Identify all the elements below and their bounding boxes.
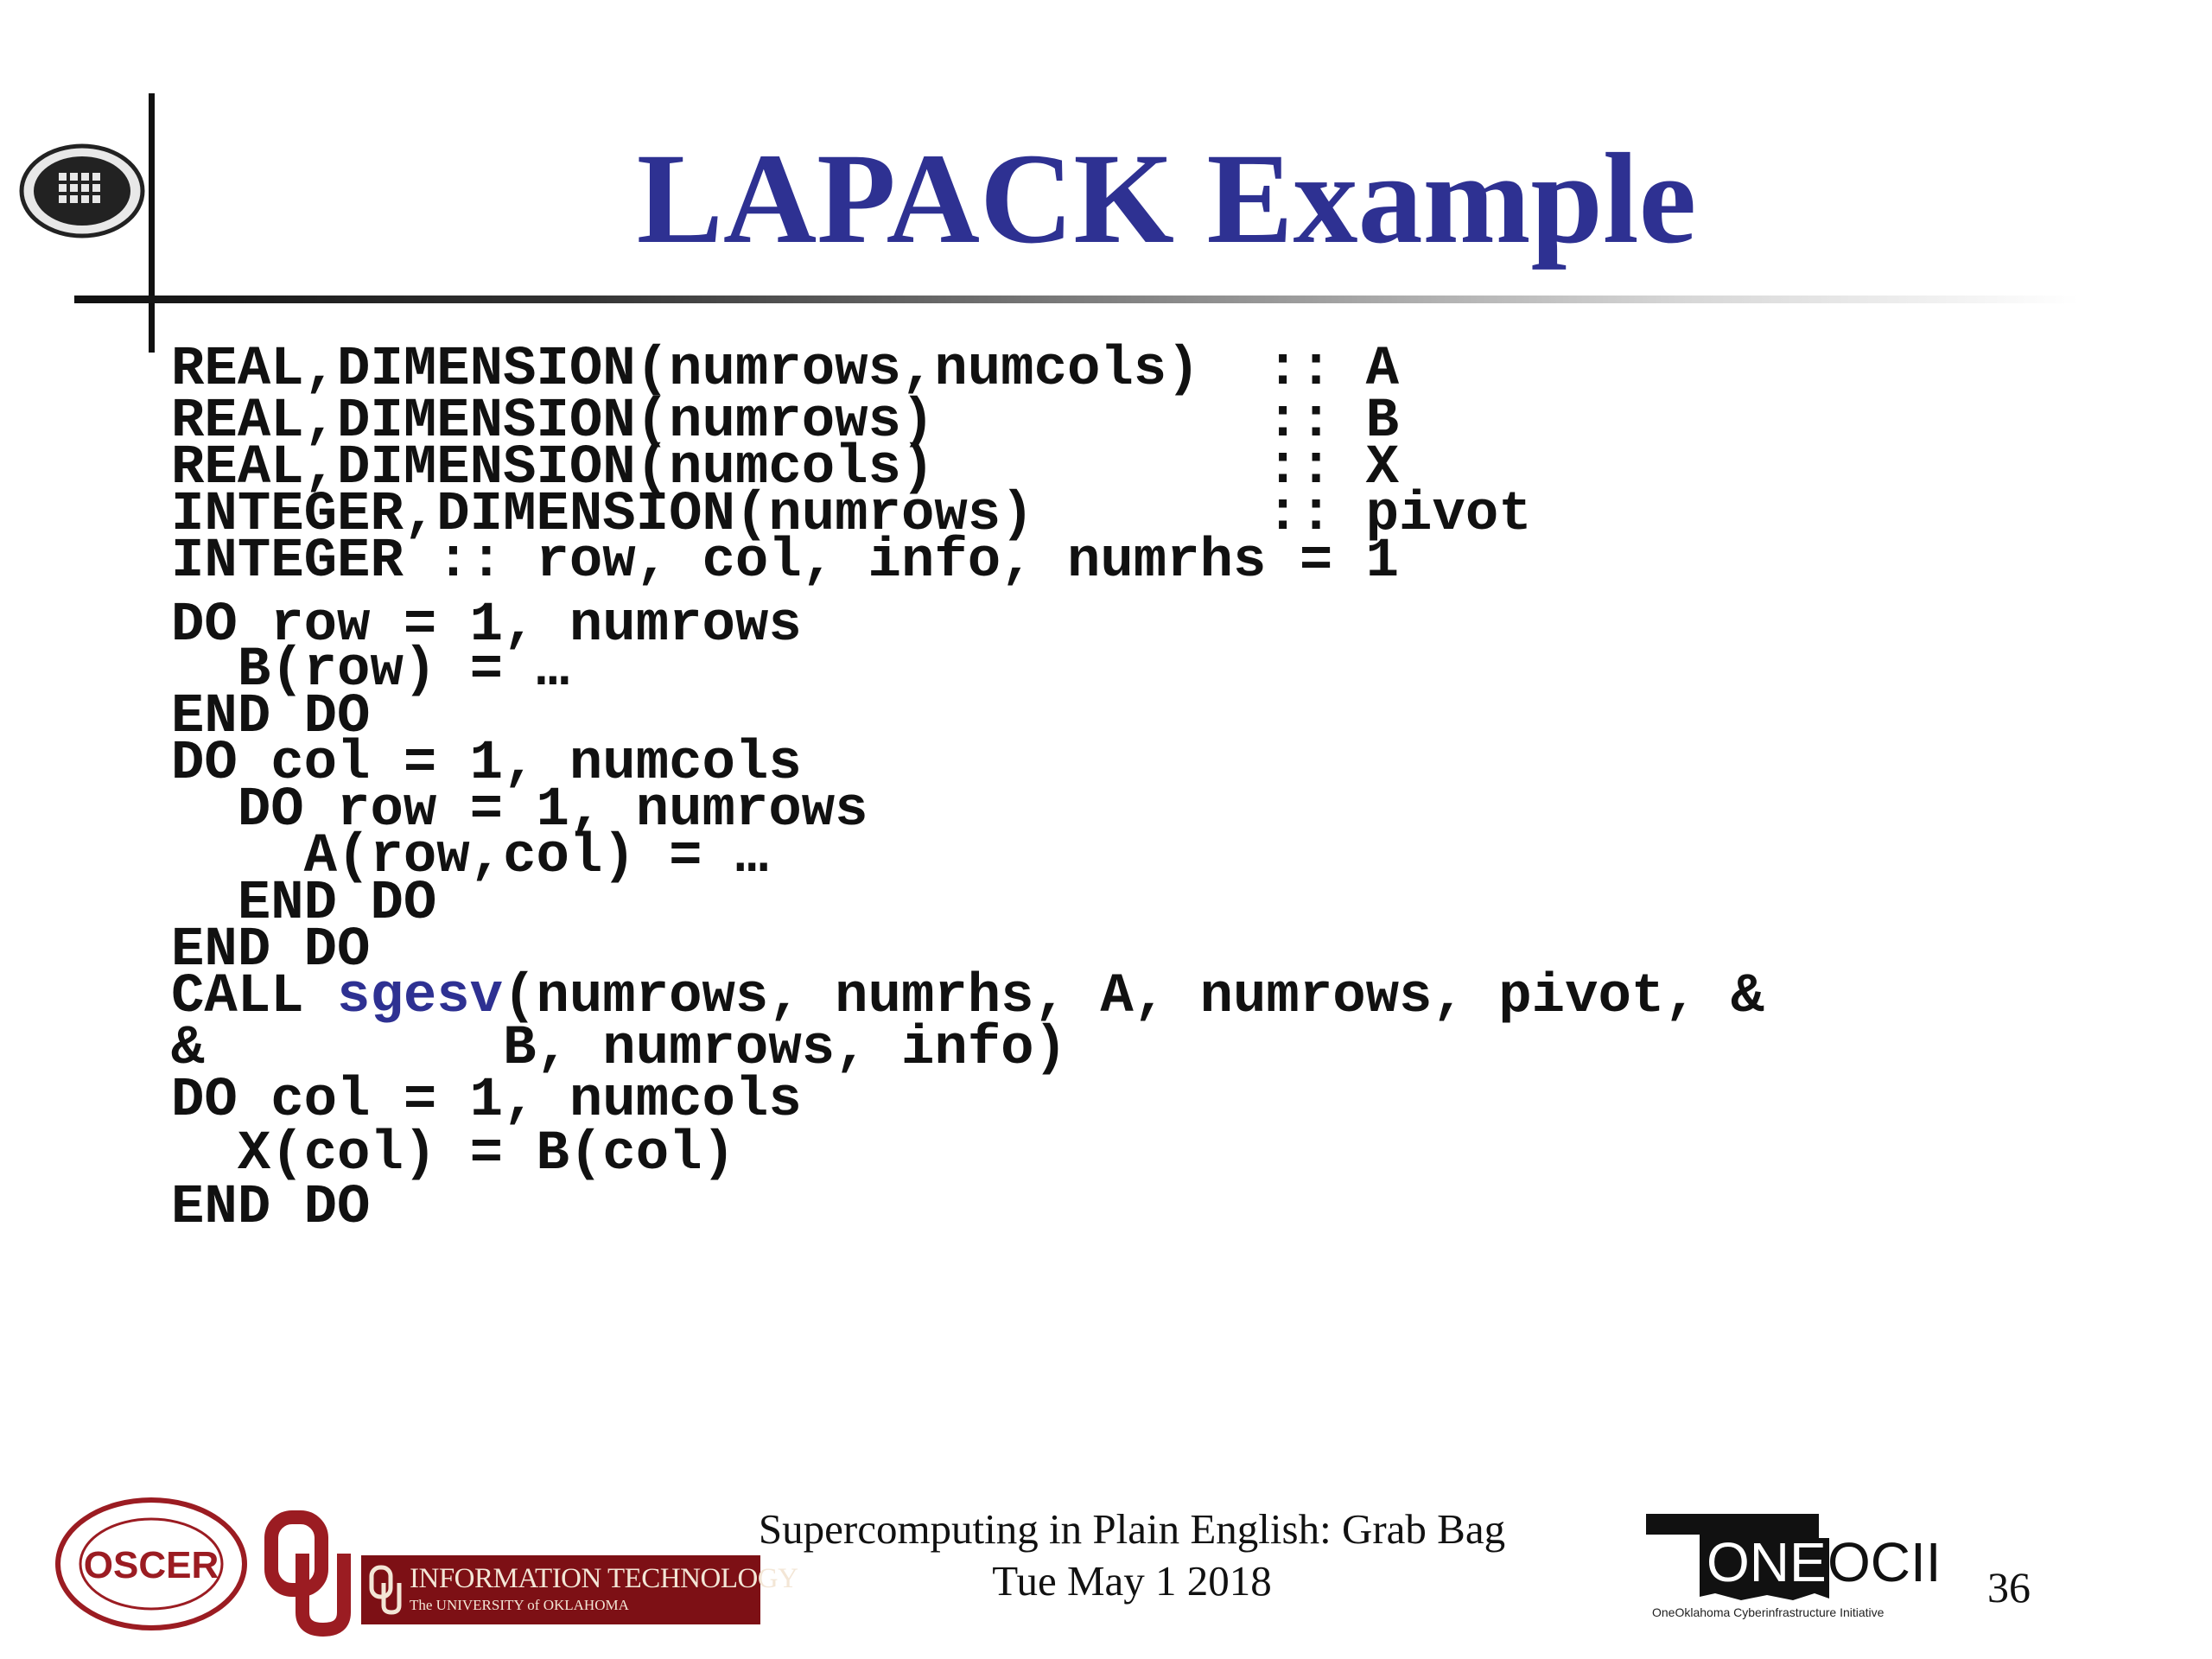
call-function-name: sgesv <box>337 966 504 1028</box>
horizontal-rule <box>74 296 2079 303</box>
oneocii-tagline: OneOklahoma Cyberinfrastructure Initiative <box>1652 1605 1885 1619</box>
code-line: DO col = 1, numcols <box>171 733 802 795</box>
code-line: REAL,DIMENSION(numrows,numcols) :: A <box>171 339 1400 401</box>
code-line: X(col) = B(col) <box>171 1123 735 1185</box>
call-keyword: CALL <box>171 966 338 1028</box>
code-line: REAL,DIMENSION(numcols) :: X <box>171 437 1400 499</box>
code-line: END DO <box>171 686 371 748</box>
code-line: INTEGER :: row, col, info, numrhs = 1 <box>171 531 1400 593</box>
oneocii-one-text: ONE <box>1707 1531 1827 1593</box>
code-line: DO row = 1, numrows <box>171 779 868 842</box>
code-line: REAL,DIMENSION(numrows) :: B <box>171 391 1400 453</box>
ou-logo-icon <box>259 1510 363 1640</box>
it-banner-title: INFORMATION TECHNOLOGY <box>410 1563 798 1594</box>
vertical-rule <box>149 93 155 353</box>
code-line: & B, numrows, info) <box>171 1018 1067 1080</box>
code-line: DO col = 1, numcols <box>171 1070 802 1132</box>
code-line: END DO <box>171 1177 371 1239</box>
oscer-logo-icon <box>52 1495 251 1633</box>
code-line: END DO <box>171 919 371 982</box>
oneocii-ocii-text: OCII <box>1827 1531 1942 1593</box>
oscer-seal-icon <box>17 140 147 242</box>
call-arguments: (numrows, numrhs, A, numrows, pivot, & <box>503 966 1764 1028</box>
code-line: DO row = 1, numrows <box>171 594 802 657</box>
footer-title: Supercomputing in Plain English: Grab Bag <box>758 1505 1506 1553</box>
code-line: END DO <box>171 873 437 935</box>
oscer-logo-text: OSCER <box>83 1544 219 1586</box>
ou-small-icon <box>368 1564 404 1616</box>
slide-title: LAPACK Example <box>636 127 1697 270</box>
footer <box>691 1503 1573 1607</box>
footer-date: Tue May 1 2018 <box>992 1557 1272 1605</box>
code-line: INTEGER,DIMENSION(numrows) :: pivot <box>171 484 1532 546</box>
code-line: A(row,col) = … <box>171 826 769 888</box>
page-number: 36 <box>1987 1563 2031 1611</box>
it-banner-subtitle: The UNIVERSITY of OKLAHOMA <box>410 1597 629 1613</box>
code-line-call <box>171 966 1764 1028</box>
code-line: B(row) = … <box>171 639 569 702</box>
